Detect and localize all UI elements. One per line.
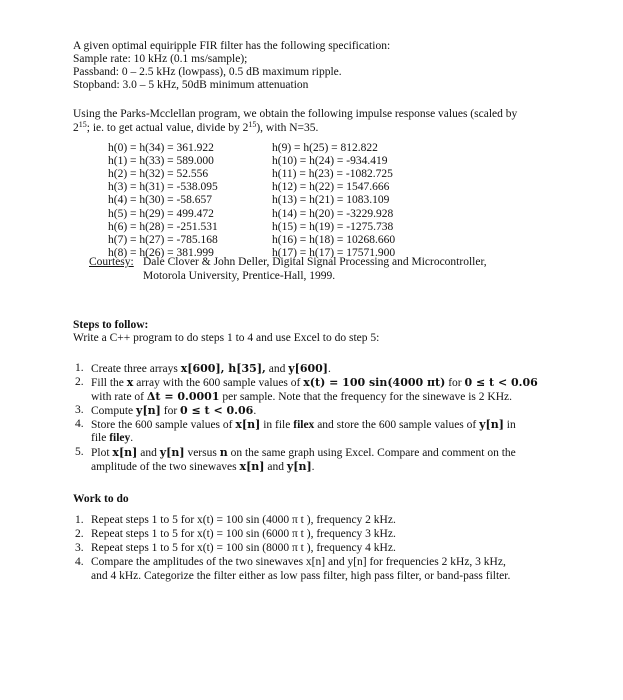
step-number: 2. [75,376,84,388]
coefficient-right-7: h(16) = h(18) = 10268.660 [272,233,396,246]
step-number: 4. [75,418,84,430]
math-expression: x[n] [112,446,138,459]
step-text [91,390,512,404]
coefficient-left-3: h(3) = h(31) = -538.095 [108,181,218,194]
math-expression: y[600] [288,362,328,375]
step-text-fragment: versus [184,447,220,459]
coefficient-right-6: h(15) = h(19) = -1275.738 [272,220,394,233]
step-text-fragment: for [445,377,465,389]
math-expression: y[n] [479,418,504,431]
step-text [91,418,516,432]
step-text-fragment: Store the 600 sample values of [91,419,236,431]
step-text-fragment: for [160,405,181,417]
work-number: 4. [75,556,84,568]
step-text-fragment: Create three arrays [91,363,181,375]
step-text-fragment: Fill the [91,377,127,389]
parks-line-2: $2^{15}$; ie. to get actual value, divide by $2^{15}$), with N=35. [73,120,319,134]
step-text-fragment: filey [109,432,131,444]
work-item-text: Repeat steps 1 to 5 for x(t) = 100 sin (8000 π t ), frequency 4 kHz. [91,542,396,554]
step-number: 1. [75,362,84,374]
work-item-text: Repeat steps 1 to 5 for x(t) = 100 sin (6000 π t ), frequency 3 kHz. [91,528,396,540]
courtesy-line-2: Motorola University, Prentice-Hall, 1999. [143,270,336,282]
step-text [91,446,516,460]
math-expression: x[600], h[35], [180,362,266,375]
intro-line-1: A given optimal equiripple FIR filter has the following specification: [73,40,391,52]
math-expression: x(t) = 100 sin(4000 πt) [303,376,446,389]
math-expression: 0 ≤ t < 0.06 [180,404,254,417]
coefficient-left-4: h(4) = h(30) = -58.657 [108,194,212,207]
coefficient-left-6: h(6) = h(28) = -251.531 [108,220,218,233]
coefficient-right-4: h(13) = h(21) = 1083.109 [272,194,390,207]
work-number: 2. [75,528,84,540]
math-expression: 0 ≤ t < 0.06 [464,376,538,389]
step-text [91,432,133,445]
work-number: 1. [75,514,84,526]
intro-line-3: Passband: 0 – 2.5 kHz (lowpass), 0.5 dB maximum ripple. [73,66,342,78]
steps-heading: Steps to follow: [73,319,149,331]
work-item-text: Repeat steps 1 to 5 for x(t) = 100 sin (4000 π t ), frequency 2 kHz. [91,514,396,526]
courtesy-label: Courtesy: [89,256,134,268]
math-expression: x[n] [239,460,265,473]
coefficient-left-0: h(0) = h(34) = 361.922 [108,142,214,154]
work-heading: Work to do [73,493,129,505]
step-text-fragment: Plot [91,447,113,459]
coefficient-left-5: h(5) = h(29) = 499.472 [108,207,214,220]
work-number: 3. [75,542,84,554]
step-text-fragment: array with the 600 sample values of [133,377,304,389]
math-expression: x [126,376,134,389]
step-text-fragment: . [253,405,257,417]
math-expression: n [219,446,228,459]
step-text-fragment: in [503,419,516,431]
step-text [91,460,315,474]
courtesy-line-1: Dale Clover & John Deller, Digital Signal Processing and Microcontroller, [143,256,487,268]
coefficient-right-0: h(9) = h(25) = 812.822 [272,142,378,154]
step-text-fragment: file [91,432,110,444]
math-expression: y[n] [286,460,312,473]
step-text-fragment: in file [260,419,294,431]
step-text-fragment: amplitude of the two sinewaves [91,461,240,473]
coefficient-left-7: h(7) = h(27) = -785.168 [108,233,218,246]
step-text-fragment: . [130,432,134,444]
steps-intro: Write a C++ program to do steps 1 to 4 and use Excel to do step 5: [73,332,380,344]
coefficient-left-8: h(8) = h(26) = 381.999 [108,246,214,259]
step-text-fragment: . [327,363,331,375]
coefficient-right-2: h(11) = h(23) = -1082.725 [272,168,393,181]
math-expression: x[n] [235,418,261,431]
step-text-fragment: . [311,461,315,473]
math-expression: y[n] [136,404,161,417]
coefficient-left-2: h(2) = h(32) = 52.556 [108,168,209,181]
step-text [91,376,538,390]
step-text-fragment: Compute [91,405,137,417]
intro-line-2: Sample rate: 10 kHz (0.1 ms/sample); [73,53,248,65]
step-text-fragment: per sample. Note that the frequency for the sinewave is 2 KHz. [219,391,512,403]
step-text [91,362,331,376]
step-text-fragment: and [265,363,289,375]
math-expression: Δt = 0.0001 [146,390,220,403]
coefficient-left-1: h(1) = h(33) = 589.000 [108,155,214,168]
work-item-text: Compare the amplitudes of the two sinewaves x[n] and y[n] for frequencies 2 kHz, 3 kHz, [91,556,506,568]
step-text-fragment: on the same graph using Excel. Compare and comment on the [227,447,516,459]
step-text-fragment: filex [293,419,315,431]
step-text-fragment: and [137,447,160,459]
coefficient-right-1: h(10) = h(24) = -934.419 [272,155,388,168]
parks-line-1: Using the Parks-Mcclellan program, we obtain the following impulse response values (scaled by [73,108,518,120]
step-number: 3. [75,404,84,416]
intro-line-4: Stopband: 3.0 – 5 kHz, 50dB minimum attenuation [73,79,309,91]
coefficient-right-3: h(12) = h(22) = 1547.666 [272,181,390,194]
step-text-fragment: with rate of [91,391,147,403]
coefficient-right-8: h(17) = h(17) = 17571.900 [272,246,396,259]
math-expression: y[n] [159,446,185,459]
step-text-fragment: and [264,461,287,473]
coefficient-right-5: h(14) = h(20) = -3229.928 [272,207,394,220]
step-text-fragment: and store the 600 sample values of [314,419,480,431]
work-item-text: and 4 kHz. Categorize the filter either as low pass filter, high pass filter, or band-pass filter. [91,570,511,582]
step-text [91,404,256,418]
step-number: 5. [75,446,84,458]
